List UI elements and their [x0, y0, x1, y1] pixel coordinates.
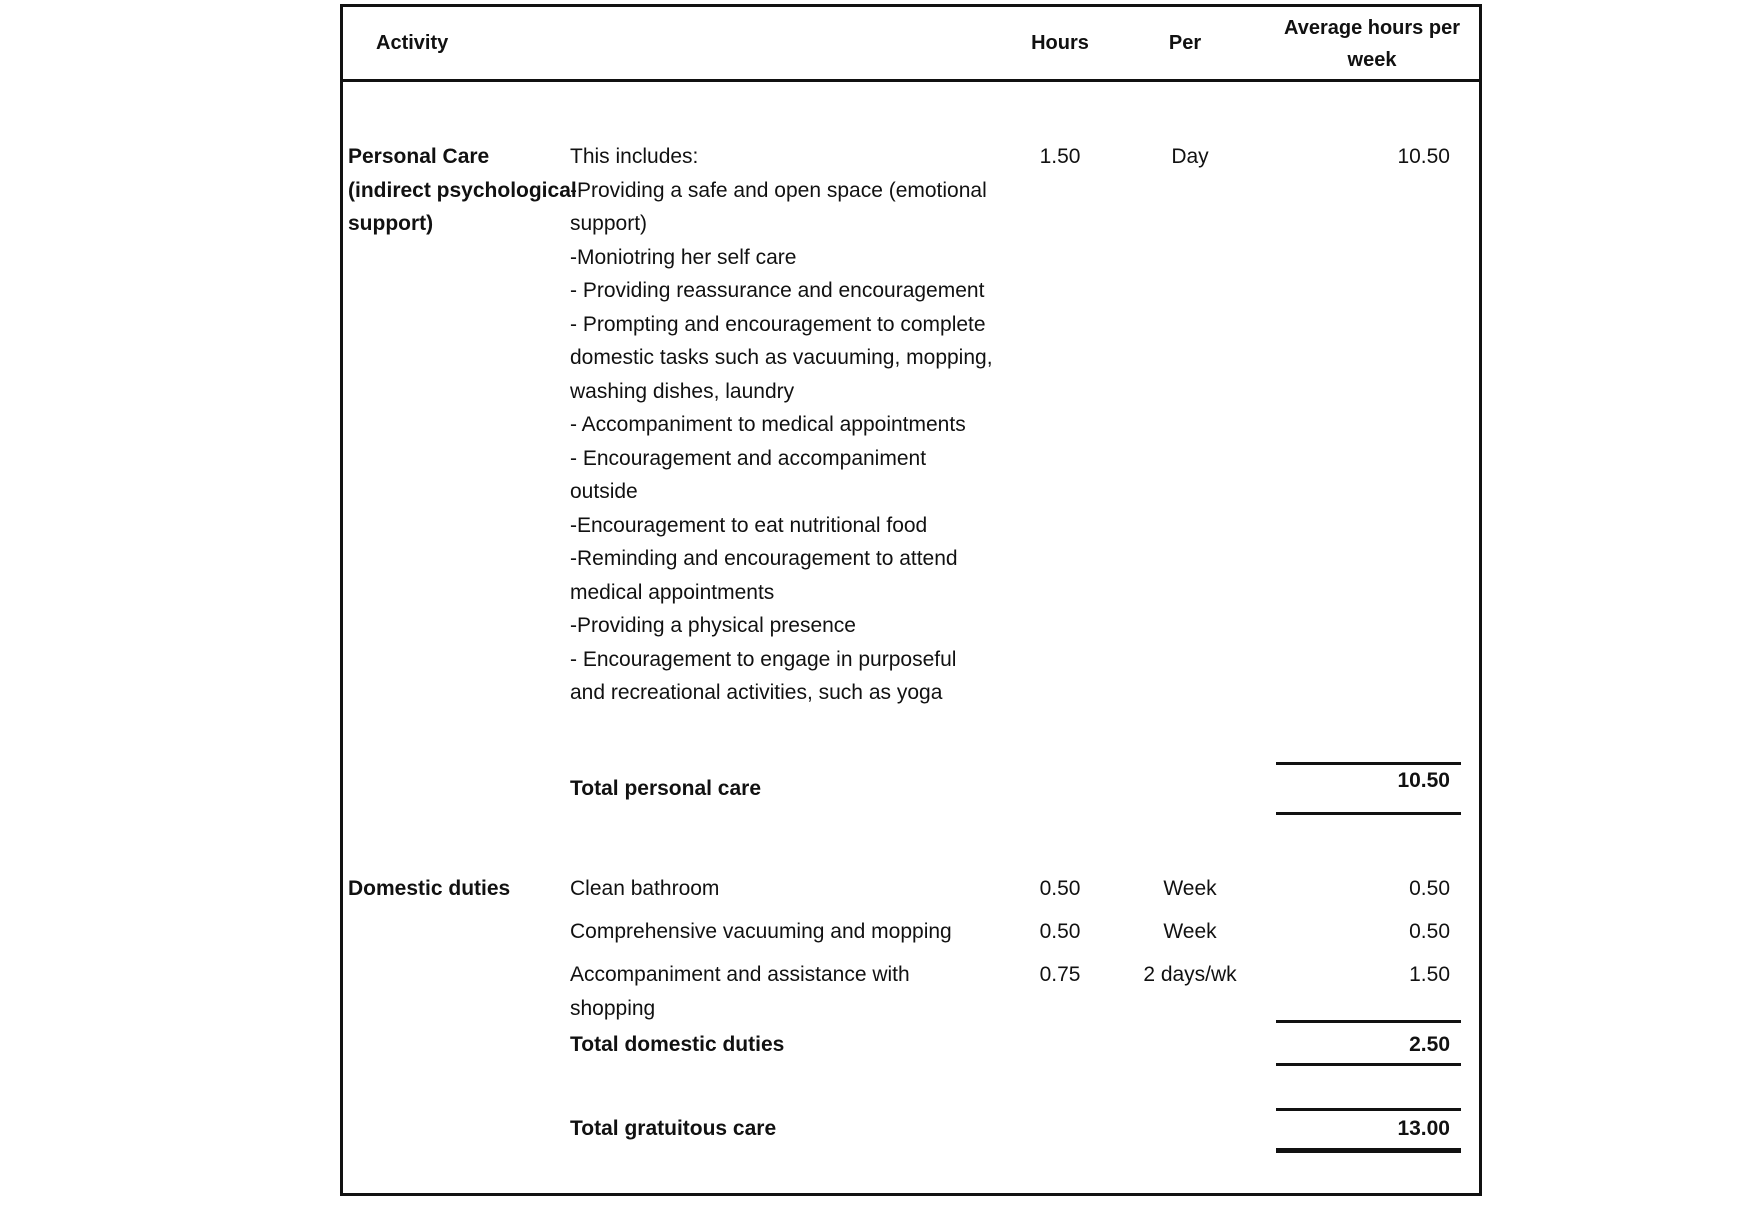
header-avg-line-2: week	[1347, 49, 1397, 71]
total-domestic-rule-top	[1276, 1020, 1461, 1023]
personal-care-hours: 1.50	[1039, 145, 1081, 168]
domestic-row-per: Week	[1163, 920, 1217, 943]
total-gratuitous-rule-top	[1276, 1108, 1461, 1111]
total-personal-care-value: 10.50	[1397, 769, 1450, 792]
header-activity: Activity	[376, 32, 449, 54]
header-divider	[340, 79, 1482, 82]
total-gratuitous-care-value: 13.00	[1397, 1117, 1450, 1140]
personal-care-average: 10.50	[1397, 145, 1450, 168]
description-line: - Prompting and encouragement to complete	[570, 312, 986, 336]
domestic-row-label: Comprehensive vacuuming and mopping	[570, 920, 952, 943]
category-domestic-duties: Domestic duties	[348, 877, 511, 900]
total-gratuitous-rule-bottom	[1276, 1148, 1461, 1153]
description-line: -Encouragement to eat nutritional food	[570, 513, 928, 537]
description-line: -Reminding and encouragement to attend	[570, 547, 958, 570]
description-line: washing dishes, laundry	[570, 379, 795, 403]
total-domestic-duties-value: 2.50	[1409, 1033, 1450, 1056]
header-avg-line-1: Average hours per	[1284, 17, 1460, 39]
domestic-row-per: 2 days/wk	[1143, 963, 1237, 986]
personal-care-description	[570, 140, 993, 710]
category-line: Personal Care	[348, 145, 490, 168]
domestic-row-hours: 0.75	[1039, 963, 1081, 986]
domestic-row-hours: 0.50	[1039, 920, 1081, 943]
total-personal-care-label: Total personal care	[570, 777, 762, 800]
total-personal-care-rule-bottom	[1276, 812, 1461, 815]
header-hours: Hours	[1031, 32, 1089, 54]
description-line: and recreational activities, such as yoga	[570, 681, 943, 704]
description-line: medical appointments	[570, 580, 775, 604]
description-line: -Moniotring her self care	[570, 245, 797, 269]
description-line: - Encouragement to engage in purposeful	[570, 647, 957, 671]
category-personal-care	[348, 140, 577, 241]
description-line: This includes:	[570, 145, 699, 168]
description-line: support)	[570, 212, 648, 235]
description-line: - Accompaniment to medical appointments	[570, 413, 966, 436]
description-line: - Providing reassurance and encouragement	[570, 279, 985, 302]
total-gratuitous-care-label: Total gratuitous care	[570, 1117, 777, 1140]
domestic-row-average: 0.50	[1409, 877, 1450, 900]
domestic-row-hours: 0.50	[1039, 877, 1081, 900]
domestic-row-label-line: Accompaniment and assistance with	[570, 963, 910, 986]
header-per: Per	[1168, 32, 1202, 54]
total-domestic-rule-bottom	[1276, 1063, 1461, 1066]
domestic-row-average: 1.50	[1409, 963, 1450, 986]
category-line: support)	[348, 212, 434, 235]
domestic-row-per: Week	[1163, 877, 1217, 900]
description-line: domestic tasks such as vacuuming, mopping,	[570, 346, 993, 369]
category-line: (indirect psychological	[348, 178, 577, 202]
description-line: -Providing a physical presence	[570, 614, 856, 637]
description-line: - Encouragement and accompaniment	[570, 446, 927, 470]
domestic-row-label-line: shopping	[570, 996, 656, 1020]
domestic-row-label	[570, 958, 910, 1025]
domestic-row-average: 0.50	[1409, 920, 1450, 943]
domestic-row-label: Clean bathroom	[570, 877, 720, 900]
description-line: outside	[570, 480, 638, 503]
description-line: -Providing a safe and open space (emotional	[570, 178, 987, 202]
header-average-hours-per-week	[1262, 12, 1482, 76]
total-domestic-duties-label: Total domestic duties	[570, 1033, 785, 1056]
personal-care-per: Day	[1171, 145, 1209, 168]
